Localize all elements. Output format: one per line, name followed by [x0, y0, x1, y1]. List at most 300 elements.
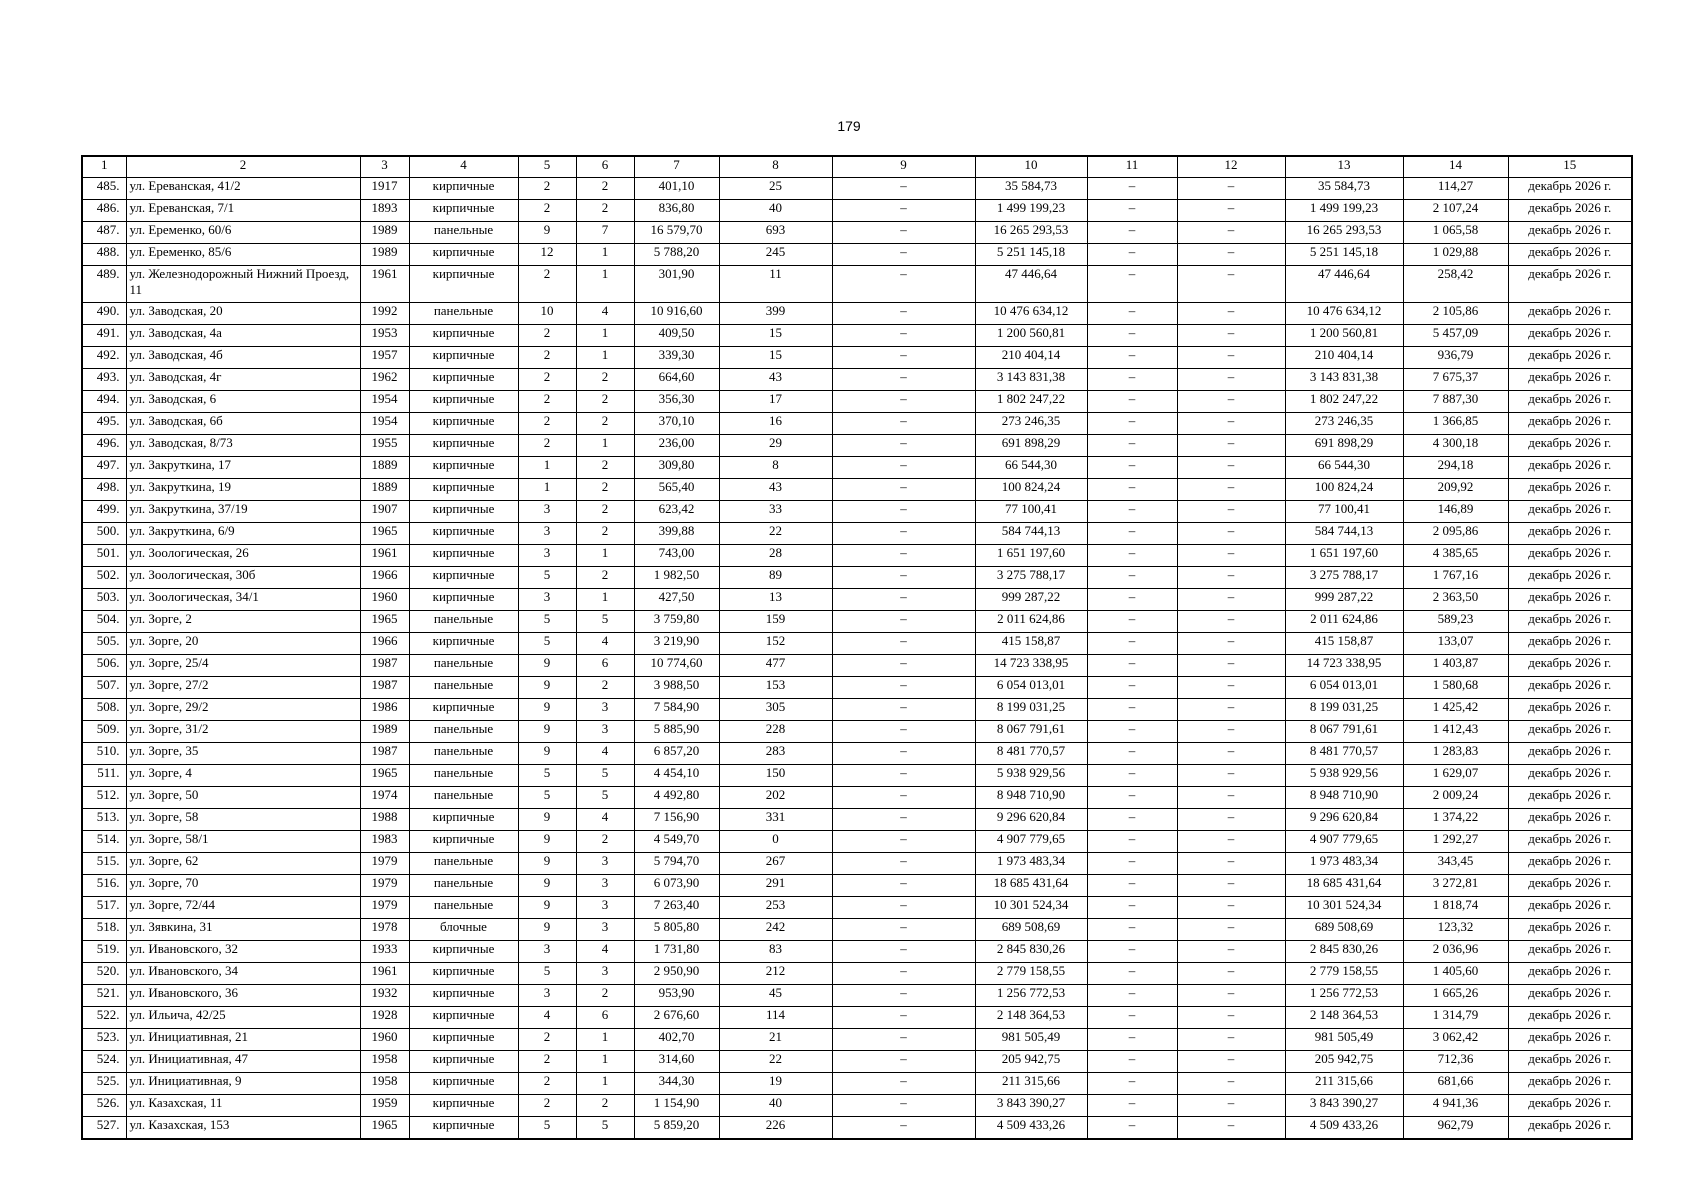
table-cell: –	[1087, 765, 1177, 787]
table-cell: 1 200 560,81	[1285, 325, 1403, 347]
table-row	[82, 347, 1632, 369]
table-cell: 114	[719, 1007, 832, 1029]
table-cell: –	[1177, 545, 1285, 567]
table-cell: 689 508,69	[975, 919, 1087, 941]
table-cell: 8 481 770,57	[1285, 743, 1403, 765]
table-cell: панельные	[409, 765, 518, 787]
table-cell: кирпичные	[409, 435, 518, 457]
column-number: 8	[719, 156, 832, 178]
table-cell: кирпичные	[409, 523, 518, 545]
table-cell: 495.	[82, 413, 126, 435]
table-cell: 10 476 634,12	[1285, 303, 1403, 325]
table-cell: 5	[576, 1117, 634, 1140]
table-cell: ул. Железнодорожный Нижний Проезд, 11	[126, 266, 360, 303]
table-cell: 4	[518, 1007, 576, 1029]
table-cell: 3 988,50	[634, 677, 719, 699]
table-cell: 10 476 634,12	[975, 303, 1087, 325]
table-cell: 498.	[82, 479, 126, 501]
table-cell: 486.	[82, 200, 126, 222]
table-cell: 12	[518, 244, 576, 266]
table-row	[82, 655, 1632, 677]
table-cell: 6	[576, 655, 634, 677]
table-cell: 1958	[360, 1073, 409, 1095]
table-cell: 584 744,13	[1285, 523, 1403, 545]
table-cell: 493.	[82, 369, 126, 391]
table-row	[82, 523, 1632, 545]
column-number: 12	[1177, 156, 1285, 178]
table-cell: 43	[719, 369, 832, 391]
table-cell: 3	[576, 853, 634, 875]
column-number: 10	[975, 156, 1087, 178]
table-cell: 77 100,41	[975, 501, 1087, 523]
table-cell: –	[1087, 1051, 1177, 1073]
table-cell: 22	[719, 523, 832, 545]
table-cell: 5	[576, 611, 634, 633]
table-cell: 9	[518, 721, 576, 743]
table-cell: 6 857,20	[634, 743, 719, 765]
table-cell: 1979	[360, 897, 409, 919]
table-cell: 7 263,40	[634, 897, 719, 919]
table-cell: 2 363,50	[1403, 589, 1508, 611]
table-cell: ул. Инициативная, 9	[126, 1073, 360, 1095]
table-cell: декабрь 2026 г.	[1508, 765, 1632, 787]
table-cell: ул. Зявкина, 31	[126, 919, 360, 941]
table-cell: кирпичные	[409, 1029, 518, 1051]
table-cell: –	[1177, 413, 1285, 435]
table-cell: декабрь 2026 г.	[1508, 985, 1632, 1007]
table-cell: 1 292,27	[1403, 831, 1508, 853]
table-cell: 491.	[82, 325, 126, 347]
table-cell: декабрь 2026 г.	[1508, 721, 1632, 743]
table-cell: 496.	[82, 435, 126, 457]
table-cell: 301,90	[634, 266, 719, 303]
table-cell: 2	[576, 567, 634, 589]
table-cell: 999 287,22	[1285, 589, 1403, 611]
table-cell: –	[1177, 1029, 1285, 1051]
table-cell: –	[1177, 266, 1285, 303]
table-cell: панельные	[409, 853, 518, 875]
table-cell: кирпичные	[409, 1051, 518, 1073]
table-cell: 370,10	[634, 413, 719, 435]
table-cell: ул. Заводская, 6б	[126, 413, 360, 435]
table-row	[82, 831, 1632, 853]
table-cell: –	[1087, 325, 1177, 347]
table-cell: 2	[518, 1073, 576, 1095]
table-cell: –	[1087, 831, 1177, 853]
table-cell: 123,32	[1403, 919, 1508, 941]
table-cell: –	[1177, 1117, 1285, 1140]
table-cell: 152	[719, 633, 832, 655]
table-cell: декабрь 2026 г.	[1508, 655, 1632, 677]
table-row	[82, 457, 1632, 479]
table-cell: ул. Зорге, 27/2	[126, 677, 360, 699]
table-cell: –	[1087, 1029, 1177, 1051]
table-cell: 22	[719, 1051, 832, 1073]
table-cell: ул. Зорге, 70	[126, 875, 360, 897]
table-cell: 1962	[360, 369, 409, 391]
table-cell: 1	[576, 435, 634, 457]
table-cell: 4	[576, 633, 634, 655]
table-cell: –	[832, 1117, 975, 1140]
table-cell: 1987	[360, 655, 409, 677]
table-cell: –	[1177, 853, 1285, 875]
table-cell: –	[1177, 611, 1285, 633]
table-cell: 507.	[82, 677, 126, 699]
table-cell: 1 499 199,23	[1285, 200, 1403, 222]
table-cell: 1 802 247,22	[1285, 391, 1403, 413]
column-number-row	[82, 156, 1632, 178]
table-cell: декабрь 2026 г.	[1508, 501, 1632, 523]
table-cell: ул. Заводская, 6	[126, 391, 360, 413]
table-cell: 477	[719, 655, 832, 677]
table-cell: кирпичные	[409, 809, 518, 831]
table-cell: панельные	[409, 655, 518, 677]
table-cell: 497.	[82, 457, 126, 479]
table-cell: декабрь 2026 г.	[1508, 1051, 1632, 1073]
table-cell: декабрь 2026 г.	[1508, 523, 1632, 545]
table-cell: 512.	[82, 787, 126, 809]
table-cell: –	[832, 501, 975, 523]
table-cell: 1	[576, 347, 634, 369]
table-row	[82, 303, 1632, 325]
table-cell: 9	[518, 875, 576, 897]
table-cell: –	[1087, 567, 1177, 589]
table-cell: –	[1087, 633, 1177, 655]
table-row	[82, 545, 1632, 567]
table-cell: 89	[719, 567, 832, 589]
table-cell: 6 054 013,01	[1285, 677, 1403, 699]
table-cell: 10 774,60	[634, 655, 719, 677]
table-cell: 2	[576, 523, 634, 545]
table-cell: 2 095,86	[1403, 523, 1508, 545]
table-cell: 504.	[82, 611, 126, 633]
table-cell: 1 412,43	[1403, 721, 1508, 743]
table-cell: кирпичные	[409, 1117, 518, 1140]
table-cell: 273 246,35	[1285, 413, 1403, 435]
table-cell: 1983	[360, 831, 409, 853]
table-cell: 1893	[360, 200, 409, 222]
table-cell: 2 009,24	[1403, 787, 1508, 809]
table-cell: –	[832, 809, 975, 831]
table-cell: декабрь 2026 г.	[1508, 809, 1632, 831]
table-cell: 518.	[82, 919, 126, 941]
table-cell: 3 275 788,17	[975, 567, 1087, 589]
table-cell: 492.	[82, 347, 126, 369]
table-cell: 402,70	[634, 1029, 719, 1051]
table-cell: 9	[518, 677, 576, 699]
table-cell: –	[832, 347, 975, 369]
table-cell: 1 366,85	[1403, 413, 1508, 435]
table-cell: 485.	[82, 178, 126, 200]
table-cell: –	[1177, 677, 1285, 699]
table-cell: 681,66	[1403, 1073, 1508, 1095]
table-cell: ул. Казахская, 153	[126, 1117, 360, 1140]
table-cell: 1954	[360, 391, 409, 413]
table-cell: –	[1177, 347, 1285, 369]
table-cell: –	[1087, 435, 1177, 457]
table-cell: –	[832, 875, 975, 897]
table-cell: декабрь 2026 г.	[1508, 963, 1632, 985]
table-cell: 2	[576, 391, 634, 413]
table-cell: ул. Ивановского, 32	[126, 941, 360, 963]
table-cell: декабрь 2026 г.	[1508, 266, 1632, 303]
table-row	[82, 853, 1632, 875]
table-row	[82, 1095, 1632, 1117]
table-cell: 487.	[82, 222, 126, 244]
table-cell: 209,92	[1403, 479, 1508, 501]
table-cell: –	[1087, 391, 1177, 413]
table-cell: –	[1087, 721, 1177, 743]
table-cell: 47 446,64	[1285, 266, 1403, 303]
table-cell: 1933	[360, 941, 409, 963]
table-cell: 3 843 390,27	[975, 1095, 1087, 1117]
table-cell: панельные	[409, 787, 518, 809]
table-cell: 2	[518, 1051, 576, 1073]
table-cell: 516.	[82, 875, 126, 897]
table-cell: 15	[719, 347, 832, 369]
table-cell: 331	[719, 809, 832, 831]
table-cell: –	[1087, 347, 1177, 369]
table-cell: 3	[518, 941, 576, 963]
table-cell: 133,07	[1403, 633, 1508, 655]
table-cell: –	[1177, 178, 1285, 200]
table-cell: –	[832, 369, 975, 391]
table-cell: 2	[576, 200, 634, 222]
table-cell: 8 948 710,90	[1285, 787, 1403, 809]
table-row	[82, 743, 1632, 765]
table-cell: 2	[518, 391, 576, 413]
table-cell: 5	[518, 963, 576, 985]
table-cell: 294,18	[1403, 457, 1508, 479]
table-cell: декабрь 2026 г.	[1508, 941, 1632, 963]
table-cell: 1954	[360, 413, 409, 435]
table-cell: –	[1177, 325, 1285, 347]
table-cell: 1 374,22	[1403, 809, 1508, 831]
table-cell: 1961	[360, 266, 409, 303]
table-cell: 146,89	[1403, 501, 1508, 523]
table-cell: 8 199 031,25	[1285, 699, 1403, 721]
table-cell: 8 948 710,90	[975, 787, 1087, 809]
table-cell: панельные	[409, 875, 518, 897]
table-cell: 1966	[360, 567, 409, 589]
table-cell: 100 824,24	[975, 479, 1087, 501]
table-cell: 1932	[360, 985, 409, 1007]
table-cell: –	[832, 831, 975, 853]
table-cell: декабрь 2026 г.	[1508, 479, 1632, 501]
column-number: 2	[126, 156, 360, 178]
table-cell: 2	[518, 266, 576, 303]
table-cell: 1 982,50	[634, 567, 719, 589]
table-cell: 1 818,74	[1403, 897, 1508, 919]
table-cell: 19	[719, 1073, 832, 1095]
table-cell: 514.	[82, 831, 126, 853]
table-cell: панельные	[409, 303, 518, 325]
table-cell: 5	[576, 765, 634, 787]
table-cell: 2	[576, 457, 634, 479]
table-cell: –	[1087, 244, 1177, 266]
table-cell: 3	[518, 501, 576, 523]
table-cell: 505.	[82, 633, 126, 655]
table-cell: 5	[518, 567, 576, 589]
table-cell: 1957	[360, 347, 409, 369]
table-cell: 1 425,42	[1403, 699, 1508, 721]
page-number: 179	[837, 118, 861, 134]
table-cell: 1 314,79	[1403, 1007, 1508, 1029]
table-cell: –	[1087, 897, 1177, 919]
table-cell: –	[1177, 787, 1285, 809]
table-cell: 4	[576, 941, 634, 963]
table-cell: 2	[518, 1095, 576, 1117]
table-cell: 2	[518, 369, 576, 391]
table-cell: –	[1177, 809, 1285, 831]
table-cell: –	[832, 303, 975, 325]
table-cell: 40	[719, 1095, 832, 1117]
table-cell: декабрь 2026 г.	[1508, 1007, 1632, 1029]
table-cell: 1	[518, 457, 576, 479]
table-cell: 2	[576, 1095, 634, 1117]
table-cell: декабрь 2026 г.	[1508, 303, 1632, 325]
table-cell: 1987	[360, 743, 409, 765]
table-cell: 953,90	[634, 985, 719, 1007]
table-cell: 1965	[360, 765, 409, 787]
table-cell: 10	[518, 303, 576, 325]
table-row	[82, 941, 1632, 963]
table-cell: декабрь 2026 г.	[1508, 545, 1632, 567]
table-cell: 15	[719, 325, 832, 347]
table-cell: 500.	[82, 523, 126, 545]
table-cell: 3	[576, 875, 634, 897]
table-cell: 5	[518, 633, 576, 655]
table-cell: 3	[518, 545, 576, 567]
table-cell: 9	[518, 222, 576, 244]
table-cell: 2	[576, 178, 634, 200]
table-cell: –	[1087, 941, 1177, 963]
table-cell: –	[1177, 633, 1285, 655]
table-cell: 515.	[82, 853, 126, 875]
table-cell: кирпичные	[409, 941, 518, 963]
table-cell: 10 916,60	[634, 303, 719, 325]
table-cell: –	[1177, 1073, 1285, 1095]
table-row	[82, 1051, 1632, 1073]
table-row	[82, 200, 1632, 222]
table-cell: 66 544,30	[975, 457, 1087, 479]
table-cell: панельные	[409, 222, 518, 244]
table-row	[82, 787, 1632, 809]
table-cell: 7 156,90	[634, 809, 719, 831]
table-cell: 1988	[360, 809, 409, 831]
table-cell: декабрь 2026 г.	[1508, 787, 1632, 809]
table-cell: 691 898,29	[1285, 435, 1403, 457]
table-row	[82, 391, 1632, 413]
table-cell: ул. Заводская, 4б	[126, 347, 360, 369]
table-cell: 236,00	[634, 435, 719, 457]
table-cell: ул. Зоологическая, 34/1	[126, 589, 360, 611]
table-cell: 1 499 199,23	[975, 200, 1087, 222]
table-cell: –	[1087, 963, 1177, 985]
table-cell: кирпичные	[409, 391, 518, 413]
table-cell: декабрь 2026 г.	[1508, 325, 1632, 347]
table-cell: 226	[719, 1117, 832, 1140]
table-cell: 2 011 624,86	[1285, 611, 1403, 633]
table-cell: 1 200 560,81	[975, 325, 1087, 347]
table-cell: 159	[719, 611, 832, 633]
table-cell: 77 100,41	[1285, 501, 1403, 523]
table-cell: 2 950,90	[634, 963, 719, 985]
table-cell: –	[1177, 1007, 1285, 1029]
table-cell: –	[1087, 200, 1177, 222]
table-cell: декабрь 2026 г.	[1508, 413, 1632, 435]
table-cell: 9	[518, 897, 576, 919]
table-cell: 5 938 929,56	[1285, 765, 1403, 787]
table-cell: ул. Зорге, 35	[126, 743, 360, 765]
table-cell: ул. Закруткина, 37/19	[126, 501, 360, 523]
table-cell: 5 805,80	[634, 919, 719, 941]
table-cell: –	[832, 1007, 975, 1029]
table-cell: 1965	[360, 611, 409, 633]
column-number: 15	[1508, 156, 1632, 178]
table-cell: –	[1087, 743, 1177, 765]
table-cell: –	[832, 413, 975, 435]
table-cell: 13	[719, 589, 832, 611]
table-cell: –	[1177, 919, 1285, 941]
table-cell: 503.	[82, 589, 126, 611]
table-cell: –	[1087, 1007, 1177, 1029]
table-cell: –	[1177, 589, 1285, 611]
table-cell: 273 246,35	[975, 413, 1087, 435]
table-cell: 2 105,86	[1403, 303, 1508, 325]
table-cell: 339,30	[634, 347, 719, 369]
table-cell: 0	[719, 831, 832, 853]
table-cell: 1928	[360, 1007, 409, 1029]
table-cell: –	[1087, 479, 1177, 501]
table-cell: ул. Зорге, 31/2	[126, 721, 360, 743]
table-cell: –	[1177, 743, 1285, 765]
table-cell: 211 315,66	[975, 1073, 1087, 1095]
table-cell: 1	[576, 266, 634, 303]
table-cell: 7 675,37	[1403, 369, 1508, 391]
table-cell: 2	[518, 200, 576, 222]
table-cell: 17	[719, 391, 832, 413]
table-cell: –	[1177, 435, 1285, 457]
table-cell: кирпичные	[409, 501, 518, 523]
table-cell: –	[1087, 222, 1177, 244]
table-cell: –	[832, 589, 975, 611]
table-cell: –	[832, 200, 975, 222]
table-cell: 35 584,73	[975, 178, 1087, 200]
table-cell: 16 265 293,53	[975, 222, 1087, 244]
table-cell: ул. Зорге, 2	[126, 611, 360, 633]
table-cell: 7 887,30	[1403, 391, 1508, 413]
table-cell: 508.	[82, 699, 126, 721]
table-cell: декабрь 2026 г.	[1508, 743, 1632, 765]
table-cell: ул. Зорге, 72/44	[126, 897, 360, 919]
table-cell: декабрь 2026 г.	[1508, 1029, 1632, 1051]
table-cell: кирпичные	[409, 244, 518, 266]
table-cell: –	[1177, 699, 1285, 721]
table-cell: –	[832, 244, 975, 266]
table-cell: 1907	[360, 501, 409, 523]
table-cell: 4	[576, 743, 634, 765]
table-cell: –	[1177, 523, 1285, 545]
table-cell: 1961	[360, 963, 409, 985]
column-number: 4	[409, 156, 518, 178]
table-cell: кирпичные	[409, 589, 518, 611]
table-cell: –	[832, 699, 975, 721]
table-cell: 2 148 364,53	[1285, 1007, 1403, 1029]
table-cell: 8 199 031,25	[975, 699, 1087, 721]
table-cell: ул. Зорге, 25/4	[126, 655, 360, 677]
table-cell: 1955	[360, 435, 409, 457]
